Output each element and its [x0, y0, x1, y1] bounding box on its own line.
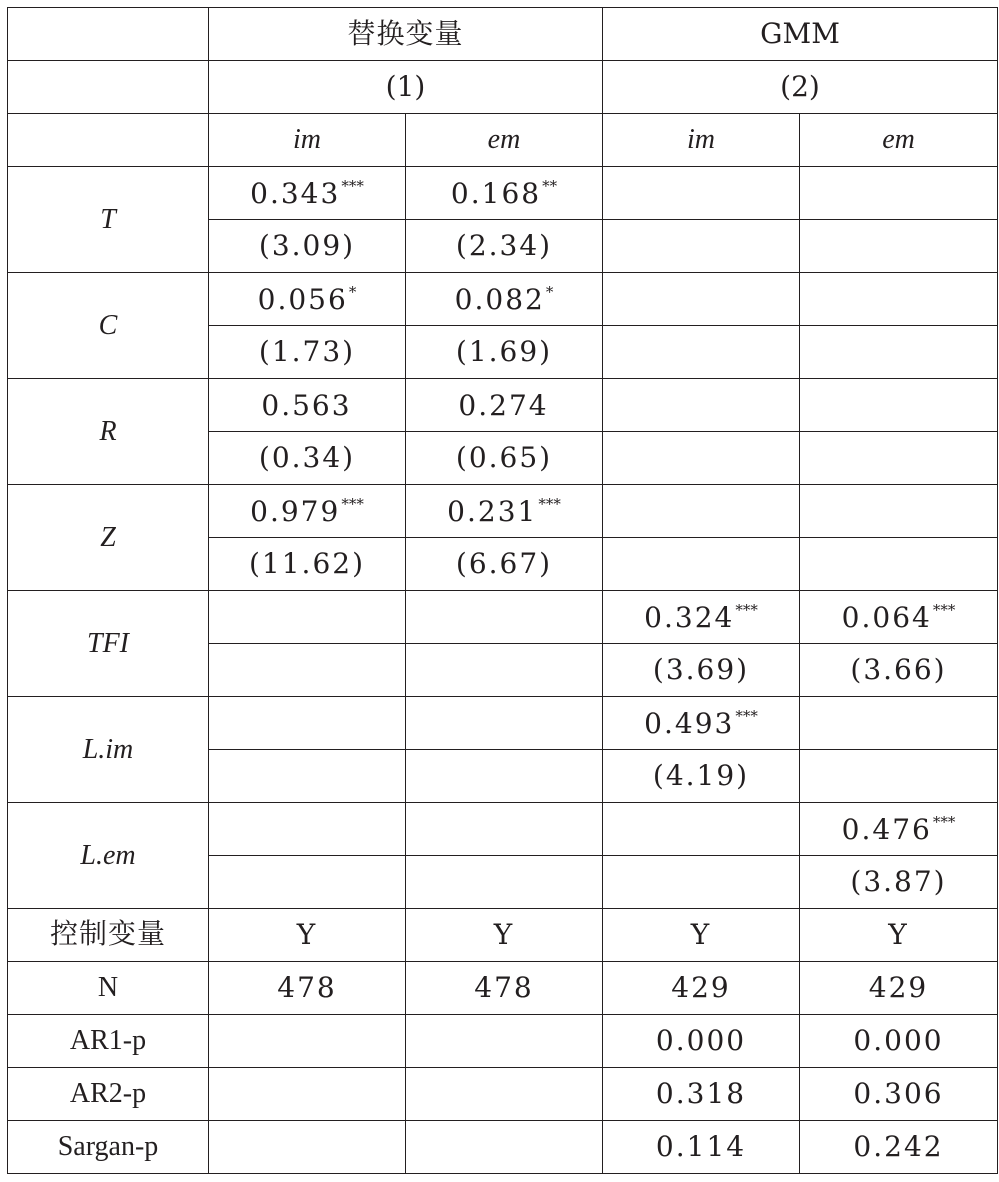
significance-stars: ***: [341, 494, 364, 513]
statistic-value: 478: [406, 962, 603, 1015]
statistic-value: [406, 1015, 603, 1068]
t-stat-cell: [800, 432, 998, 485]
significance-stars: **: [542, 176, 558, 195]
model-header-left: (1): [209, 61, 603, 114]
coefficient-cell: [603, 379, 800, 432]
t-stat-cell: [800, 326, 998, 379]
t-stat-cell: [209, 856, 406, 909]
statistic-value: 429: [800, 962, 998, 1015]
t-stat-cell: [800, 750, 998, 803]
t-stat-cell: [800, 538, 998, 591]
statistic-value: [406, 1068, 603, 1121]
coefficient-value: 0.274: [458, 388, 549, 422]
variable-label: L.em: [8, 803, 209, 909]
coefficient-cell: [800, 273, 998, 326]
t-stat-cell: [603, 432, 800, 485]
header-variable-row: [8, 114, 998, 167]
variable-label: L.im: [8, 697, 209, 803]
statistic-label: AR1-p: [8, 1015, 209, 1068]
coefficient-cell: [800, 485, 998, 538]
coefficient-cell: [603, 167, 800, 220]
coefficient-row: [8, 485, 998, 538]
statistic-value: 0.114: [603, 1121, 800, 1174]
significance-stars: ***: [341, 176, 364, 195]
coefficient-value: 0.563: [261, 388, 352, 422]
variable-label: TFI: [8, 591, 209, 697]
coefficient-value: 0.231: [447, 494, 538, 528]
coefficient-cell: [800, 697, 998, 750]
coefficient-cell: [209, 591, 406, 644]
statistic-value: 0.306: [800, 1068, 998, 1121]
coefficient-row: [8, 379, 998, 432]
t-stat-cell: (3.87): [800, 856, 998, 909]
t-stat-cell: [603, 326, 800, 379]
coefficient-value: 0.064: [841, 600, 932, 634]
coefficient-value: 0.343: [250, 176, 341, 210]
coefficient-cell: [800, 379, 998, 432]
corner-cell: [8, 114, 209, 167]
header-model-row: [8, 61, 998, 114]
coefficient-cell: [406, 379, 603, 432]
statistic-value: [209, 1121, 406, 1174]
coefficient-value: 0.168: [450, 176, 542, 210]
coefficient-cell: [406, 591, 603, 644]
table-body: [8, 8, 998, 1174]
statistic-value: Y: [603, 909, 800, 962]
t-stat-cell: (1.73): [209, 326, 406, 379]
statistic-value: 478: [209, 962, 406, 1015]
coefficient-cell: [209, 803, 406, 856]
coefficient-cell: [800, 803, 998, 856]
corner-cell: [8, 61, 209, 114]
statistic-label: AR2-p: [8, 1068, 209, 1121]
statistic-value: Y: [406, 909, 603, 962]
significance-stars: *: [545, 282, 554, 301]
statistic-row: [8, 1068, 998, 1121]
significance-stars: ***: [735, 600, 758, 619]
coefficient-cell: [209, 273, 406, 326]
t-stat-cell: [603, 538, 800, 591]
coefficient-cell: [603, 485, 800, 538]
coefficient-cell: [800, 167, 998, 220]
coefficient-row: [8, 803, 998, 856]
coefficient-row: [8, 273, 998, 326]
t-stat-cell: [406, 750, 603, 803]
statistic-label: N: [8, 962, 209, 1015]
coefficient-cell: [406, 485, 603, 538]
t-stat-cell: (11.62): [209, 538, 406, 591]
column-header: im: [209, 114, 406, 167]
statistic-value: 0.000: [603, 1015, 800, 1068]
t-stat-cell: (2.34): [406, 220, 603, 273]
significance-stars: *: [348, 282, 357, 301]
coefficient-cell: [603, 697, 800, 750]
coefficient-cell: [406, 697, 603, 750]
coefficient-cell: [406, 167, 603, 220]
t-stat-cell: (3.66): [800, 644, 998, 697]
variable-label: Z: [8, 485, 209, 591]
statistic-value: [406, 1121, 603, 1174]
statistic-value: [209, 1068, 406, 1121]
coefficient-value: 0.082: [454, 282, 545, 316]
coefficient-value: 0.979: [250, 494, 341, 528]
coefficient-value: 0.056: [257, 282, 348, 316]
coefficient-value: 0.324: [644, 600, 735, 634]
coefficient-cell: [209, 697, 406, 750]
coefficient-value: 0.476: [841, 812, 932, 846]
coefficient-cell: [603, 591, 800, 644]
statistic-value: [209, 1015, 406, 1068]
statistic-row: [8, 1121, 998, 1174]
t-stat-cell: [209, 644, 406, 697]
statistic-value: Y: [209, 909, 406, 962]
column-header: em: [406, 114, 603, 167]
coefficient-cell: [603, 273, 800, 326]
coefficient-row: [8, 591, 998, 644]
statistic-value: Y: [800, 909, 998, 962]
t-stat-cell: (3.69): [603, 644, 800, 697]
header-group-row: [8, 8, 998, 61]
statistic-label: Sargan-p: [8, 1121, 209, 1174]
variable-label: T: [8, 167, 209, 273]
significance-stars: ***: [538, 494, 561, 513]
coefficient-cell: [800, 591, 998, 644]
column-header: em: [800, 114, 998, 167]
t-stat-cell: (3.09): [209, 220, 406, 273]
coefficient-cell: [603, 803, 800, 856]
t-stat-cell: (6.67): [406, 538, 603, 591]
corner-cell: [8, 8, 209, 61]
t-stat-cell: (1.69): [406, 326, 603, 379]
coefficient-value: 0.493: [644, 706, 735, 740]
coefficient-row: [8, 167, 998, 220]
variable-label: C: [8, 273, 209, 379]
coefficient-cell: [406, 803, 603, 856]
t-stat-cell: [209, 750, 406, 803]
group-header-right: GMM: [603, 8, 998, 61]
coefficient-cell: [209, 485, 406, 538]
coefficient-cell: [209, 167, 406, 220]
t-stat-cell: [603, 856, 800, 909]
column-header: im: [603, 114, 800, 167]
coefficient-row: [8, 697, 998, 750]
statistic-value: 0.318: [603, 1068, 800, 1121]
coefficient-cell: [406, 273, 603, 326]
t-stat-cell: (0.65): [406, 432, 603, 485]
t-stat-cell: (4.19): [603, 750, 800, 803]
group-header-left: 替换变量: [209, 8, 603, 61]
variable-label: R: [8, 379, 209, 485]
t-stat-cell: (0.34): [209, 432, 406, 485]
t-stat-cell: [406, 856, 603, 909]
t-stat-cell: [406, 644, 603, 697]
statistic-row: [8, 909, 998, 962]
t-stat-cell: [603, 220, 800, 273]
model-header-right: (2): [603, 61, 998, 114]
significance-stars: ***: [932, 812, 956, 831]
coefficient-cell: [209, 379, 406, 432]
statistic-value: 0.000: [800, 1015, 998, 1068]
statistic-label: 控制变量: [8, 909, 209, 962]
significance-stars: ***: [932, 600, 956, 619]
statistic-row: [8, 962, 998, 1015]
statistic-row: [8, 1015, 998, 1068]
statistic-value: 0.242: [800, 1121, 998, 1174]
regression-results-table: [7, 7, 998, 1174]
statistic-value: 429: [603, 962, 800, 1015]
significance-stars: ***: [735, 706, 758, 725]
t-stat-cell: [800, 220, 998, 273]
